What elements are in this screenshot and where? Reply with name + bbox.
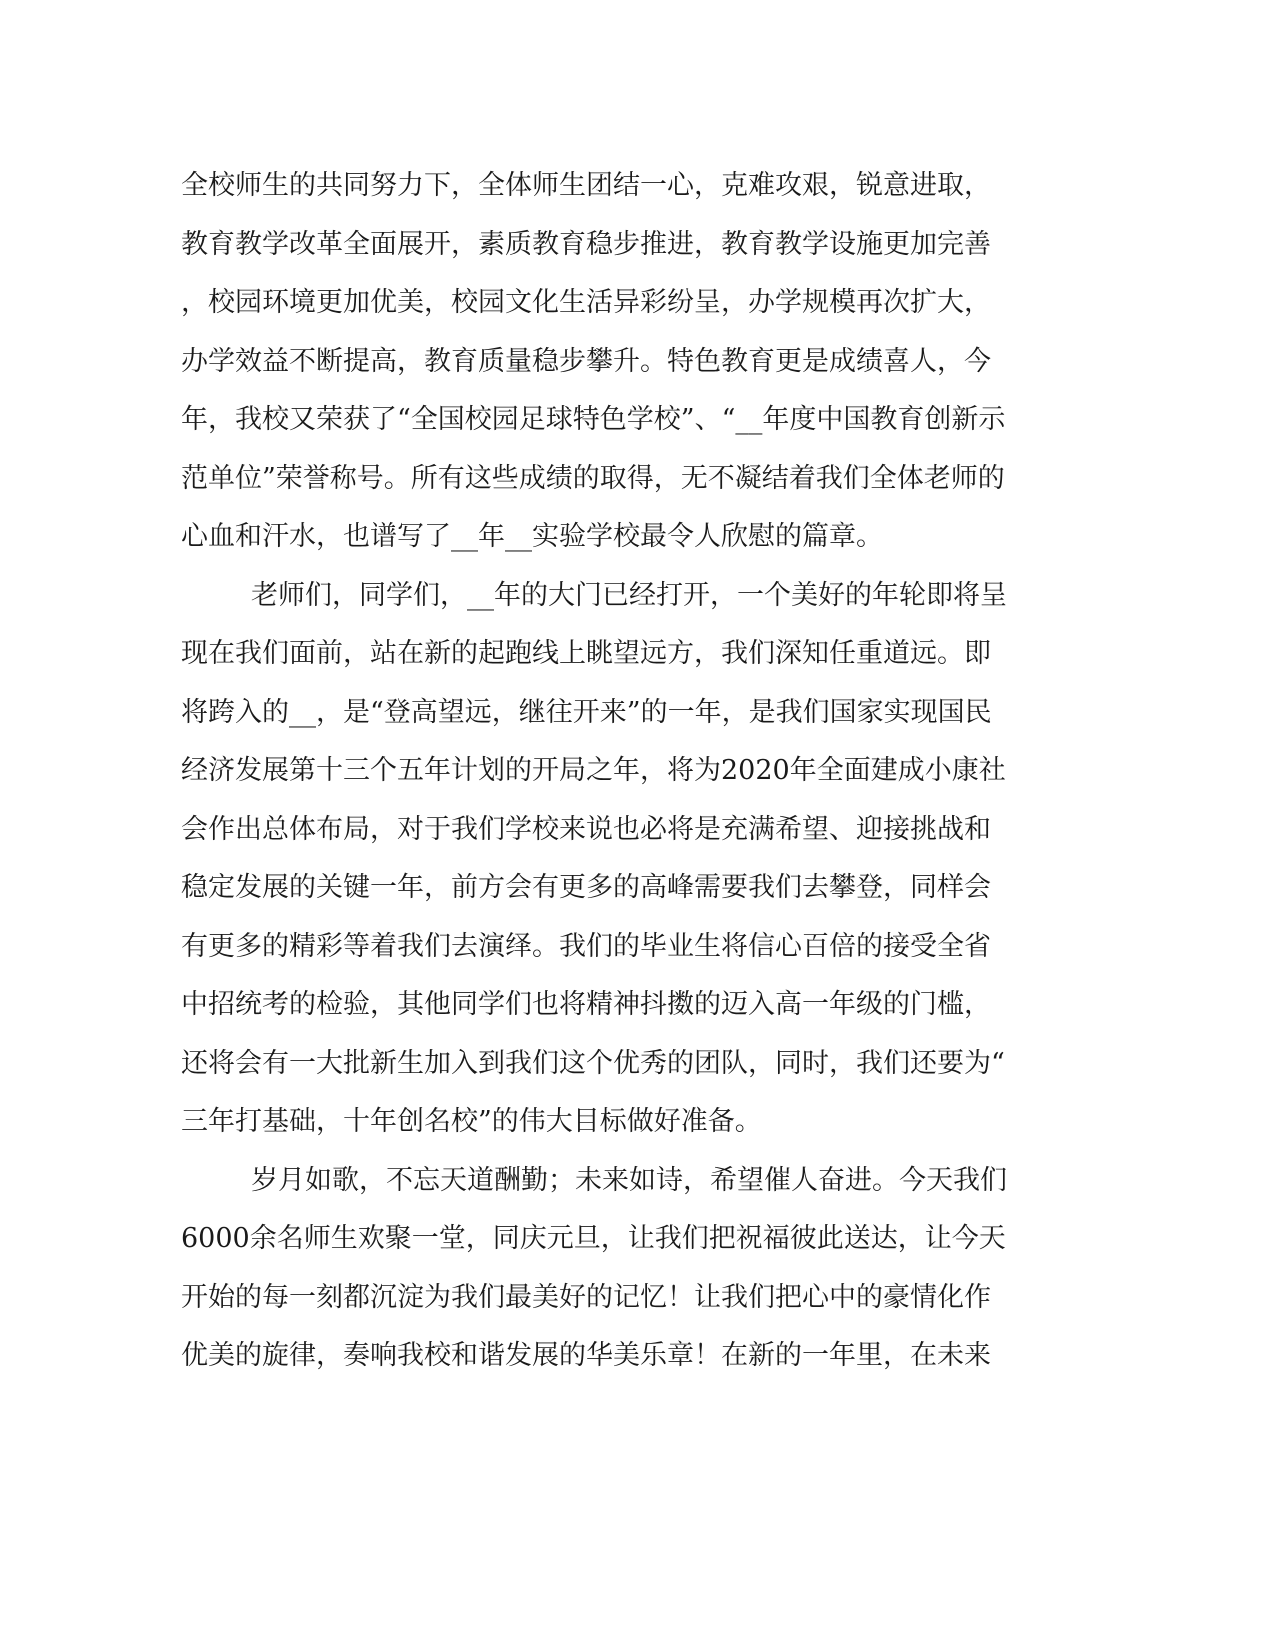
text-line: 岁月如歌，不忘天道酬勤；未来如诗，希望催人奋进。今天我们	[251, 1164, 1007, 1196]
text-line: 还将会有一大批新生加入到我们这个优秀的团队，同时，我们还要为“	[181, 1047, 1005, 1079]
text-line: 全校师生的共同努力下，全体师生团结一心，克难攻艰，锐意进取，	[181, 170, 991, 201]
text-line: 办学效益不断提高，教育质量稳步攀升。特色教育更是成绩喜人，今	[181, 345, 991, 377]
text-line: 稳定发展的关键一年，前方会有更多的高峰需要我们去攀登，同样会	[181, 872, 991, 903]
text-line: 优美的旋律，奏响我校和谐发展的华美乐章！在新的一年里，在未来	[181, 1340, 991, 1371]
text-line: 6000余名师生欢聚一堂，同庆元旦，让我们把祝福彼此送达，让今天	[181, 1223, 1006, 1254]
text-line: 将跨入的__，是“登高望远，继往开来”的一年，是我们国家实现国民	[181, 696, 992, 728]
text-line: 现在我们面前，站在新的起跑线上眺望远方，我们深知任重道远。即	[181, 638, 991, 669]
text-line: 范单位”荣誉称号。所有这些成绩的取得，无不凝结着我们全体老师的	[181, 462, 1005, 494]
document-body	[181, 157, 1041, 1386]
text-line: 三年打基础，十年创名校”的伟大目标做好准备。	[181, 1106, 762, 1137]
text-line: 会作出总体布局，对于我们学校来说也必将是充满希望、迎接挑战和	[181, 813, 991, 845]
text-line: 经济发展第十三个五年计划的开局之年，将为2020年全面建成小康社	[181, 755, 1006, 786]
text-line: 年，我校又荣获了“全国校园足球特色学校”、“__年度中国教育创新示	[181, 404, 1006, 435]
text-line: 心血和汗水，也谱写了__年__实验学校最令人欣慰的篇章。	[181, 521, 883, 552]
text-line: 中招统考的检验，其他同学们也将精神抖擞的迈入高一年级的门槛，	[181, 989, 991, 1020]
text-line: 有更多的精彩等着我们去演绎。我们的毕业生将信心百倍的接受全省	[181, 930, 991, 962]
text-line: ，校园环境更加优美，校园文化生活异彩纷呈，办学规模再次扩大，	[181, 287, 991, 318]
text-line: 开始的每一刻都沉淀为我们最美好的记忆！让我们把心中的豪情化作	[181, 1281, 991, 1313]
text-line: 老师们，同学们，__年的大门已经打开，一个美好的年轮即将呈	[251, 579, 1007, 611]
text-line: 教育教学改革全面展开，素质教育稳步推进，教育教学设施更加完善	[181, 228, 991, 260]
